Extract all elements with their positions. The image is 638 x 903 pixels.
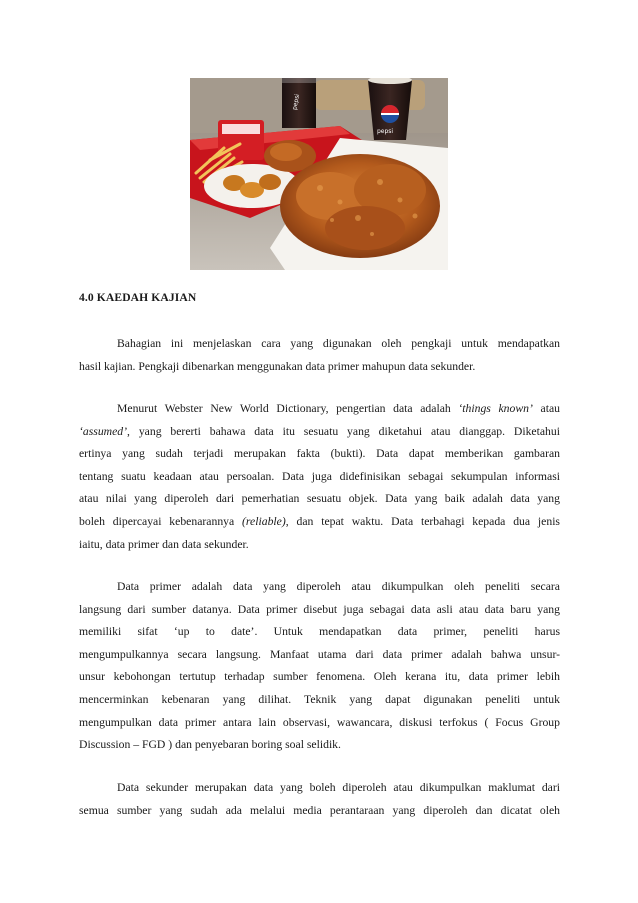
text-line: hasil kajian. Pengkaji dibenarkan menggunakan data primer mahupun data sekunder. bbox=[79, 359, 476, 373]
text-line: boleh dipercayai kebenarannya (reliable), dan tepat waktu. Data terbahagi kepada dua jenis bbox=[79, 514, 560, 528]
text-line: Discussion – FGD ) dan penyebaran boring soal selidik. bbox=[79, 738, 341, 752]
text-line: Data sekunder merupakan data yang boleh diperoleh atau dikumpulkan maklumat dari bbox=[117, 781, 560, 794]
text-line: tentang suatu keadaan atau persoalan. Data juga didefinisikan sebagai sekumpulan informasi bbox=[79, 469, 560, 483]
text-line: langsung dari sumber datanya. Data primer disebut juga sebagai data asli atau data baru yang bbox=[79, 602, 560, 616]
text-line: unsur kebohongan tertutup terhadap sumber fenomena. Oleh kerana itu, data primer lebih bbox=[79, 670, 560, 684]
text-line: ‘assumed’, yang bererti bahawa data itu sesuatu yang diketahui atau dianggap. Diketahui bbox=[79, 424, 560, 438]
text-line: mencerminkan kebenaran yang dilihat. Teknik yang dapat digunakan peneliti untuk bbox=[79, 692, 560, 706]
text-line: Menurut Webster New World Dictionary, pengertian data adalah ‘things known’ atau bbox=[117, 402, 560, 415]
paragraph-2 bbox=[79, 398, 560, 556]
text-line: Data primer adalah data yang diperoleh atau dikumpulkan oleh peneliti secara bbox=[117, 580, 560, 593]
svg-text:pepsi: pepsi bbox=[291, 93, 302, 111]
paragraph-4 bbox=[79, 777, 560, 822]
section-heading: 4.0 KAEDAH KAJIAN bbox=[79, 291, 197, 304]
text-line: mengumpulkannya secara langsung. Manfaat utama dari data primer adalah bahwa unsur- bbox=[79, 647, 560, 661]
fried-chicken-meal-photo bbox=[190, 78, 448, 270]
text-line: mengumpulkan data primer antara lain observasi, wawancara, diskusi terfokus ( Focus Group bbox=[79, 715, 560, 729]
text-line: atau nilai yang diperoleh dari pemerhatian sesuatu objek. Data yang baik adalah data yang bbox=[79, 492, 560, 506]
svg-text:pepsi: pepsi bbox=[377, 128, 394, 135]
text-line: iaitu, data primer dan data sekunder. bbox=[79, 537, 249, 551]
text-line: ertinya yang sudah terjadi merupakan fakta (bukti). Data dapat memberikan gambaran bbox=[79, 447, 560, 461]
text-line: semua sumber yang sudah ada melalui media perantaraan yang diperoleh dan dicatat oleh bbox=[79, 803, 560, 817]
text-line: Bahagian ini menjelaskan cara yang digunakan oleh pengkaji untuk mendapatkan bbox=[117, 337, 560, 350]
paragraph-1 bbox=[79, 333, 560, 378]
text-line: memiliki sifat ‘up to date’. Untuk mendapatkan data primer, peneliti harus bbox=[79, 625, 560, 639]
paragraph-3 bbox=[79, 576, 560, 757]
